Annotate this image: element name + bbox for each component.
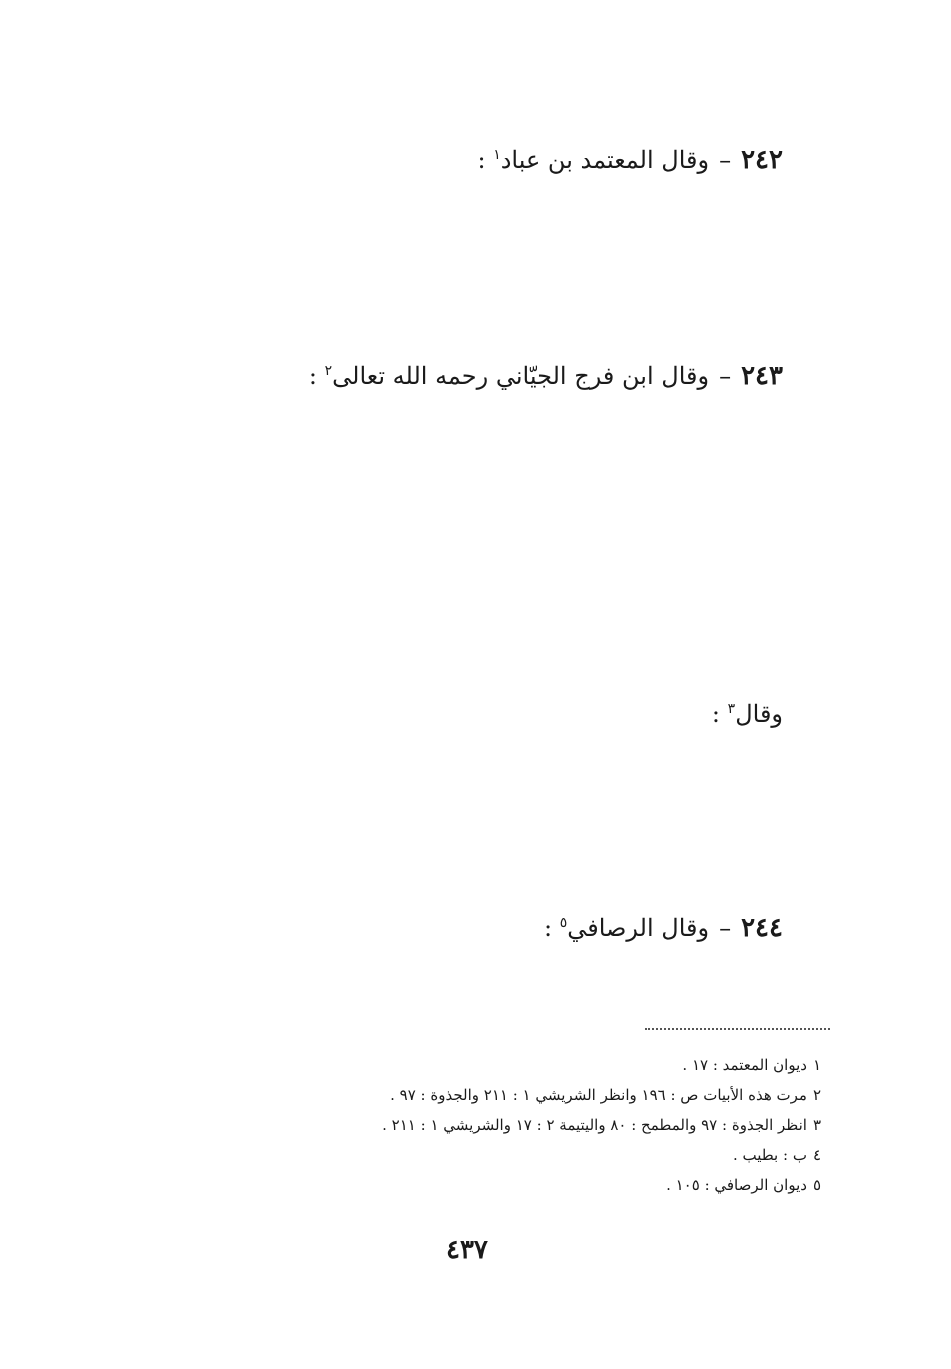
footnotes <box>382 1050 821 1200</box>
poem-number: ٢٤٢ <box>741 145 783 175</box>
heading-text: وقال <box>735 700 783 728</box>
footnote-item <box>382 1110 821 1140</box>
footnote-text: ب : بطيب . <box>732 1146 807 1164</box>
footnote-number: ٣ <box>812 1116 821 1134</box>
heading-text: وقال المعتمد بن عباد <box>500 146 710 174</box>
heading-dash: – <box>719 914 732 942</box>
heading-text: وقال الرصافي <box>567 914 710 942</box>
footnote-ref: ٣ <box>727 701 736 717</box>
footnote-item <box>382 1140 821 1170</box>
footnote-ref: ٢ <box>324 363 333 379</box>
footnote-separator <box>645 1028 830 1030</box>
heading-colon: : <box>711 700 721 728</box>
page-number: ٤٣٧ <box>446 1235 488 1265</box>
section-heading-243 <box>309 363 783 389</box>
footnote-text: مرت هذه الأبيات ص : ١٩٦ وانظر الشريشي ١ : ٢١١ والجذوة : ٩٧ . <box>390 1086 807 1104</box>
heading-dash: – <box>719 362 732 390</box>
footnote-number: ٤ <box>812 1146 821 1164</box>
footnote-number: ٥ <box>812 1176 821 1194</box>
section-heading-242 <box>477 147 783 173</box>
heading-colon: : <box>543 914 553 942</box>
section-heading-waqal <box>712 702 783 726</box>
heading-colon: : <box>308 362 317 390</box>
footnote-text: ديوان المعتمد : ١٧ . <box>682 1056 807 1074</box>
footnote-text: انظر الجذوة : ٩٧ والمطمح : ٨٠ واليتيمة ٢ : ١٧ والشريشي ١ : ٢١١ . <box>382 1116 807 1134</box>
footnote-item <box>382 1080 821 1110</box>
footnote-ref: ٥ <box>559 915 568 931</box>
heading-colon: : <box>477 146 486 174</box>
section-heading-244 <box>544 915 783 941</box>
heading-dash: – <box>719 146 732 174</box>
poem-number: ٢٤٤ <box>741 913 783 943</box>
footnote-ref: ١ <box>493 147 501 163</box>
footnote-item <box>382 1050 821 1080</box>
poem-number: ٢٤٣ <box>741 361 783 391</box>
heading-text: وقال ابن فرج الجيّاني رحمه الله تعالى <box>332 362 710 390</box>
footnote-number: ٢ <box>812 1086 821 1104</box>
footnote-number: ١ <box>812 1056 821 1074</box>
footnote-text: ديوان الرصافي : ١٠٥ . <box>666 1176 807 1194</box>
footnote-item <box>382 1170 821 1200</box>
